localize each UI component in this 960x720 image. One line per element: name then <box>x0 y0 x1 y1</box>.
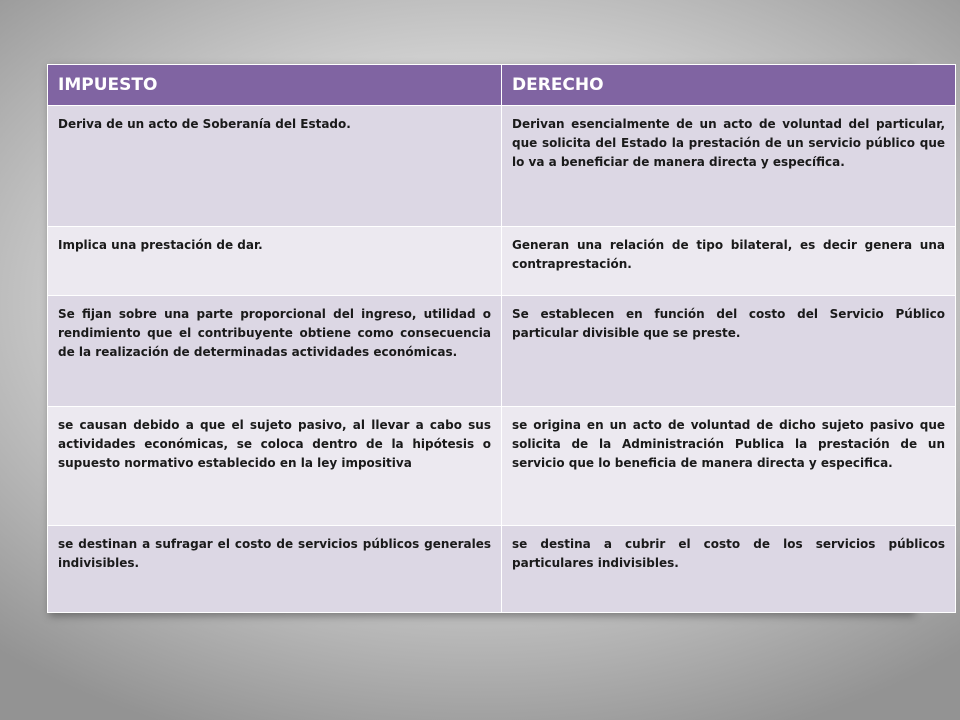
table-row <box>48 407 956 526</box>
derecho-cell: Generan una relación de tipo bilateral, es decir genera una contraprestación. <box>502 227 956 296</box>
derecho-cell: Derivan esencialmente de un acto de voluntad del particular, que solicita del Estado la prestación de un servicio público que lo va a beneficiar de manera directa y específica. <box>502 106 956 227</box>
comparison-table-container <box>47 64 945 613</box>
impuesto-cell: se destinan a sufragar el costo de servicios públicos generales indivisibles. <box>48 526 502 613</box>
table-row <box>48 227 956 296</box>
impuesto-cell: Implica una prestación de dar. <box>48 227 502 296</box>
table-row <box>48 106 956 227</box>
impuesto-cell: Se fijan sobre una parte proporcional del ingreso, utilidad o rendimiento que el contribuyente obtiene como consecuencia de la realización de determinadas actividades económicas. <box>48 296 502 407</box>
comparison-table <box>47 64 956 613</box>
table-row <box>48 296 956 407</box>
header-derecho: DERECHO <box>502 65 956 106</box>
derecho-cell: Se establecen en función del costo del Servicio Público particular divisible que se preste. <box>502 296 956 407</box>
impuesto-cell: Deriva de un acto de Soberanía del Estado. <box>48 106 502 227</box>
impuesto-cell: se causan debido a que el sujeto pasivo, al llevar a cabo sus actividades económicas, se coloca dentro de la hipótesis o supuesto normativo establecido en la ley impositiva <box>48 407 502 526</box>
derecho-cell: se destina a cubrir el costo de los servicios públicos particulares indivisibles. <box>502 526 956 613</box>
table-header-row <box>48 65 956 106</box>
derecho-cell: se origina en un acto de voluntad de dicho sujeto pasivo que solicita de la Administración Publica la prestación de un servicio que lo beneficia de manera directa y especifica. <box>502 407 956 526</box>
header-impuesto: IMPUESTO <box>48 65 502 106</box>
table-row <box>48 526 956 613</box>
